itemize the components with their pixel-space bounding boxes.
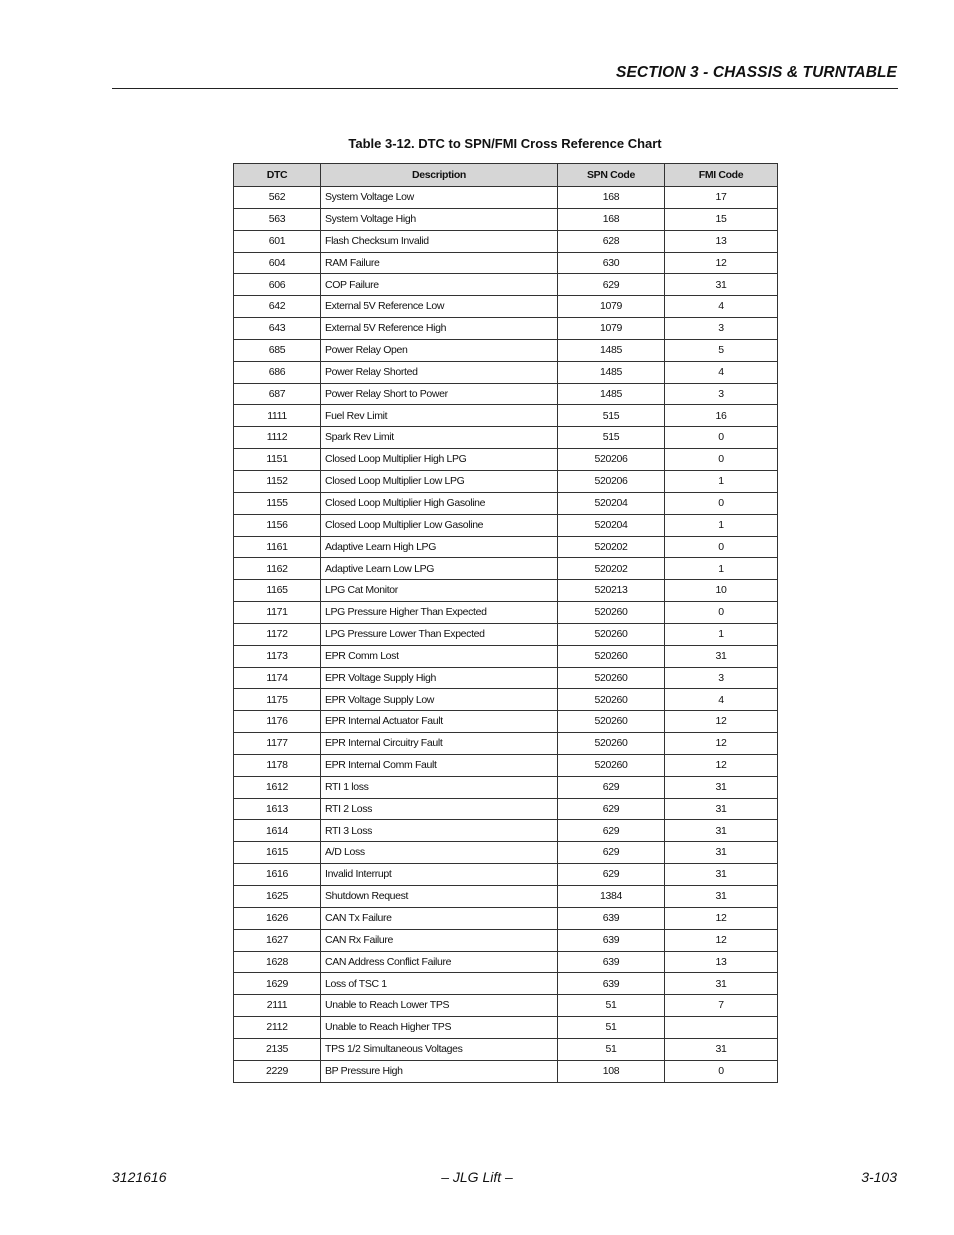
spn-code-cell: 520260 (558, 754, 665, 776)
dtc-cell: 1161 (234, 536, 321, 558)
table-row (234, 274, 778, 296)
description-cell: A/D Loss (321, 842, 558, 864)
dtc-cell: 643 (234, 318, 321, 340)
dtc-reference-table (233, 163, 778, 1083)
dtc-cell: 1613 (234, 798, 321, 820)
column-header-dtc: DTC (234, 164, 321, 187)
fmi-code-cell: 1 (665, 623, 778, 645)
fmi-code-cell: 0 (665, 427, 778, 449)
fmi-code-cell: 12 (665, 754, 778, 776)
fmi-code-cell: 31 (665, 820, 778, 842)
description-cell: RTI 1 loss (321, 776, 558, 798)
fmi-code-cell: 31 (665, 776, 778, 798)
spn-code-cell: 520202 (558, 536, 665, 558)
dtc-cell: 1155 (234, 492, 321, 514)
spn-code-cell: 630 (558, 252, 665, 274)
spn-code-cell: 515 (558, 405, 665, 427)
table-row (234, 339, 778, 361)
spn-code-cell: 168 (558, 208, 665, 230)
description-cell: Flash Checksum Invalid (321, 230, 558, 252)
table-body (234, 187, 778, 1083)
dtc-cell: 1614 (234, 820, 321, 842)
fmi-code-cell: 17 (665, 187, 778, 209)
spn-code-cell: 520206 (558, 470, 665, 492)
dtc-cell: 1629 (234, 973, 321, 995)
fmi-code-cell: 31 (665, 645, 778, 667)
spn-code-cell: 629 (558, 274, 665, 296)
table-row (234, 733, 778, 755)
spn-code-cell: 629 (558, 776, 665, 798)
fmi-code-cell: 0 (665, 492, 778, 514)
dtc-cell: 1172 (234, 623, 321, 645)
dtc-cell: 1112 (234, 427, 321, 449)
table-row (234, 973, 778, 995)
dtc-cell: 1165 (234, 580, 321, 602)
description-cell: LPG Pressure Higher Than Expected (321, 602, 558, 624)
description-cell: Shutdown Request (321, 886, 558, 908)
table-row (234, 754, 778, 776)
dtc-cell: 2111 (234, 995, 321, 1017)
dtc-cell: 2135 (234, 1038, 321, 1060)
dtc-cell: 1626 (234, 907, 321, 929)
table-row (234, 864, 778, 886)
dtc-cell: 1176 (234, 711, 321, 733)
fmi-code-cell: 31 (665, 274, 778, 296)
description-cell: Spark Rev Limit (321, 427, 558, 449)
spn-code-cell: 520213 (558, 580, 665, 602)
dtc-cell: 1177 (234, 733, 321, 755)
dtc-cell: 1616 (234, 864, 321, 886)
spn-code-cell: 520260 (558, 645, 665, 667)
description-cell: EPR Comm Lost (321, 645, 558, 667)
table-title: Table 3-12. DTC to SPN/FMI Cross Reference Chart (348, 136, 662, 151)
fmi-code-cell: 12 (665, 929, 778, 951)
fmi-code-cell: 3 (665, 318, 778, 340)
spn-code-cell: 628 (558, 230, 665, 252)
spn-code-cell: 108 (558, 1060, 665, 1082)
dtc-cell: 601 (234, 230, 321, 252)
column-header-spn-code: SPN Code (558, 164, 665, 187)
dtc-cell: 1612 (234, 776, 321, 798)
table-row (234, 427, 778, 449)
document-number: 3121616 (112, 1169, 167, 1185)
dtc-cell: 604 (234, 252, 321, 274)
fmi-code-cell (665, 1017, 778, 1039)
fmi-code-cell: 13 (665, 951, 778, 973)
spn-code-cell: 639 (558, 973, 665, 995)
description-cell: COP Failure (321, 274, 558, 296)
description-cell: Closed Loop Multiplier Low Gasoline (321, 514, 558, 536)
description-cell: RTI 2 Loss (321, 798, 558, 820)
dtc-cell: 2112 (234, 1017, 321, 1039)
description-cell: RTI 3 Loss (321, 820, 558, 842)
description-cell: CAN Rx Failure (321, 929, 558, 951)
table-row (234, 842, 778, 864)
description-cell: TPS 1/2 Simultaneous Voltages (321, 1038, 558, 1060)
description-cell: EPR Voltage Supply Low (321, 689, 558, 711)
spn-code-cell: 639 (558, 907, 665, 929)
page-number: 3-103 (861, 1169, 897, 1185)
description-cell: Power Relay Short to Power (321, 383, 558, 405)
dtc-cell: 1627 (234, 929, 321, 951)
description-cell: EPR Internal Actuator Fault (321, 711, 558, 733)
table-row (234, 449, 778, 471)
dtc-cell: 563 (234, 208, 321, 230)
description-cell: EPR Internal Comm Fault (321, 754, 558, 776)
spn-code-cell: 629 (558, 798, 665, 820)
dtc-cell: 1625 (234, 886, 321, 908)
table-row (234, 711, 778, 733)
table-row (234, 558, 778, 580)
spn-code-cell: 520260 (558, 602, 665, 624)
table-row (234, 1038, 778, 1060)
dtc-cell: 642 (234, 296, 321, 318)
fmi-code-cell: 0 (665, 449, 778, 471)
description-cell: Unable to Reach Higher TPS (321, 1017, 558, 1039)
table-row (234, 405, 778, 427)
spn-code-cell: 520260 (558, 623, 665, 645)
table-row (234, 252, 778, 274)
description-cell: RAM Failure (321, 252, 558, 274)
dtc-cell: 1162 (234, 558, 321, 580)
fmi-code-cell: 3 (665, 667, 778, 689)
dtc-cell: 686 (234, 361, 321, 383)
description-cell: Loss of TSC 1 (321, 973, 558, 995)
table-row (234, 383, 778, 405)
table-row (234, 208, 778, 230)
spn-code-cell: 629 (558, 842, 665, 864)
fmi-code-cell: 1 (665, 514, 778, 536)
description-cell: External 5V Reference Low (321, 296, 558, 318)
fmi-code-cell: 12 (665, 711, 778, 733)
spn-code-cell: 51 (558, 995, 665, 1017)
description-cell: External 5V Reference High (321, 318, 558, 340)
table-row (234, 820, 778, 842)
table-row (234, 689, 778, 711)
description-cell: CAN Address Conflict Failure (321, 951, 558, 973)
dtc-cell: 1178 (234, 754, 321, 776)
table-row (234, 318, 778, 340)
description-cell: Power Relay Open (321, 339, 558, 361)
fmi-code-cell: 31 (665, 1038, 778, 1060)
fmi-code-cell: 1 (665, 470, 778, 492)
table-row (234, 929, 778, 951)
table-row (234, 886, 778, 908)
description-cell: Invalid Interrupt (321, 864, 558, 886)
column-header-description: Description (321, 164, 558, 187)
spn-code-cell: 520260 (558, 667, 665, 689)
table-row (234, 951, 778, 973)
dtc-cell: 1174 (234, 667, 321, 689)
spn-code-cell: 51 (558, 1017, 665, 1039)
table-row (234, 492, 778, 514)
description-cell: Closed Loop Multiplier Low LPG (321, 470, 558, 492)
fmi-code-cell: 12 (665, 907, 778, 929)
table-row (234, 230, 778, 252)
spn-code-cell: 1079 (558, 318, 665, 340)
table-row (234, 514, 778, 536)
spn-code-cell: 520260 (558, 689, 665, 711)
publisher-label: – JLG Lift – (441, 1169, 513, 1185)
fmi-code-cell: 5 (665, 339, 778, 361)
description-cell: BP Pressure High (321, 1060, 558, 1082)
table-row (234, 623, 778, 645)
dtc-cell: 685 (234, 339, 321, 361)
spn-code-cell: 1079 (558, 296, 665, 318)
table-row (234, 1060, 778, 1082)
fmi-code-cell: 3 (665, 383, 778, 405)
fmi-code-cell: 31 (665, 886, 778, 908)
dtc-cell: 1615 (234, 842, 321, 864)
dtc-cell: 606 (234, 274, 321, 296)
table-row (234, 187, 778, 209)
description-cell: Closed Loop Multiplier High Gasoline (321, 492, 558, 514)
spn-code-cell: 629 (558, 864, 665, 886)
spn-code-cell: 168 (558, 187, 665, 209)
spn-code-cell: 520260 (558, 733, 665, 755)
fmi-code-cell: 12 (665, 733, 778, 755)
fmi-code-cell: 16 (665, 405, 778, 427)
spn-code-cell: 51 (558, 1038, 665, 1060)
description-cell: Fuel Rev Limit (321, 405, 558, 427)
description-cell: Closed Loop Multiplier High LPG (321, 449, 558, 471)
description-cell: EPR Internal Circuitry Fault (321, 733, 558, 755)
spn-code-cell: 1384 (558, 886, 665, 908)
table-row (234, 470, 778, 492)
fmi-code-cell: 15 (665, 208, 778, 230)
dtc-cell: 1175 (234, 689, 321, 711)
description-cell: LPG Cat Monitor (321, 580, 558, 602)
description-cell: LPG Pressure Lower Than Expected (321, 623, 558, 645)
spn-code-cell: 1485 (558, 339, 665, 361)
fmi-code-cell: 0 (665, 602, 778, 624)
description-cell: Adaptive Learn Low LPG (321, 558, 558, 580)
table-row (234, 580, 778, 602)
header-divider (112, 88, 898, 89)
dtc-cell: 687 (234, 383, 321, 405)
fmi-code-cell: 4 (665, 361, 778, 383)
dtc-cell: 1111 (234, 405, 321, 427)
description-cell: Power Relay Shorted (321, 361, 558, 383)
dtc-cell: 1171 (234, 602, 321, 624)
description-cell: Unable to Reach Lower TPS (321, 995, 558, 1017)
dtc-cell: 1156 (234, 514, 321, 536)
table-row (234, 361, 778, 383)
description-cell: EPR Voltage Supply High (321, 667, 558, 689)
fmi-code-cell: 4 (665, 296, 778, 318)
fmi-code-cell: 10 (665, 580, 778, 602)
spn-code-cell: 629 (558, 820, 665, 842)
fmi-code-cell: 7 (665, 995, 778, 1017)
table-row (234, 602, 778, 624)
spn-code-cell: 1485 (558, 383, 665, 405)
description-cell: System Voltage High (321, 208, 558, 230)
spn-code-cell: 515 (558, 427, 665, 449)
dtc-cell: 1151 (234, 449, 321, 471)
table-row (234, 907, 778, 929)
table-row (234, 776, 778, 798)
fmi-code-cell: 31 (665, 798, 778, 820)
fmi-code-cell: 0 (665, 1060, 778, 1082)
spn-code-cell: 520202 (558, 558, 665, 580)
table-row (234, 667, 778, 689)
spn-code-cell: 520260 (558, 711, 665, 733)
table-row (234, 1017, 778, 1039)
description-cell: CAN Tx Failure (321, 907, 558, 929)
table-row (234, 536, 778, 558)
fmi-code-cell: 31 (665, 973, 778, 995)
table-header-row (234, 164, 778, 187)
table-row (234, 645, 778, 667)
dtc-cell: 1173 (234, 645, 321, 667)
fmi-code-cell: 4 (665, 689, 778, 711)
spn-code-cell: 639 (558, 951, 665, 973)
fmi-code-cell: 31 (665, 864, 778, 886)
table-row (234, 296, 778, 318)
spn-code-cell: 520204 (558, 492, 665, 514)
spn-code-cell: 520204 (558, 514, 665, 536)
dtc-cell: 1152 (234, 470, 321, 492)
description-cell: System Voltage Low (321, 187, 558, 209)
spn-code-cell: 520206 (558, 449, 665, 471)
dtc-cell: 562 (234, 187, 321, 209)
section-header: SECTION 3 - CHASSIS & TURNTABLE (616, 64, 897, 81)
spn-code-cell: 639 (558, 929, 665, 951)
dtc-cell: 1628 (234, 951, 321, 973)
fmi-code-cell: 12 (665, 252, 778, 274)
table-row (234, 995, 778, 1017)
fmi-code-cell: 1 (665, 558, 778, 580)
fmi-code-cell: 0 (665, 536, 778, 558)
fmi-code-cell: 31 (665, 842, 778, 864)
column-header-fmi-code: FMI Code (665, 164, 778, 187)
description-cell: Adaptive Learn High LPG (321, 536, 558, 558)
fmi-code-cell: 13 (665, 230, 778, 252)
dtc-cell: 2229 (234, 1060, 321, 1082)
table-row (234, 798, 778, 820)
spn-code-cell: 1485 (558, 361, 665, 383)
